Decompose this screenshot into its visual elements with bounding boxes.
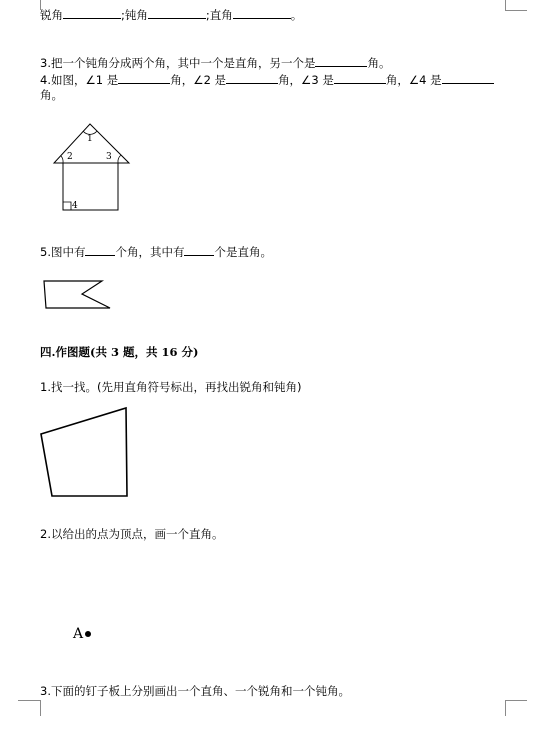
angle-1-blank[interactable] — [118, 71, 170, 84]
angle-3-blank[interactable] — [334, 71, 386, 84]
question-4-line-1: 4.如图，∠1 是 角，∠2 是 角，∠3 是 角，∠4 是 — [40, 71, 494, 88]
problem-3: 3.下面的钉子板上分别画出一个直角、一个锐角和一个钝角。 — [40, 684, 350, 698]
crop-mark-bottom-left-v — [40, 700, 41, 716]
angle-3-label: 3 — [106, 152, 112, 162]
right-blank[interactable] — [233, 6, 291, 19]
q2-tail-line: 锐角 ;钝角 ;直角 。 — [40, 8, 303, 22]
house-figure — [50, 120, 135, 212]
angle-4-label: 4 — [72, 201, 78, 211]
question-4-line-2: 角。 — [40, 88, 63, 102]
section-heading: 四.作图题(共 3 题，共 16 分) — [40, 345, 199, 359]
angle-2-label: 2 — [67, 152, 73, 162]
angle-3-arc — [118, 155, 121, 163]
right-label: 直角 — [209, 8, 233, 22]
obtuse-label: 钝角 — [124, 8, 148, 22]
crop-mark-bottom-right-v — [505, 700, 506, 716]
right-angle-count-blank[interactable] — [184, 243, 214, 256]
angle-2-arc — [61, 156, 63, 163]
question-5: 5.图中有 个角，其中有 个是直角。 — [40, 245, 272, 259]
question-3-blank[interactable] — [315, 54, 367, 67]
point-a — [73, 625, 91, 643]
point-a-dot — [85, 631, 91, 637]
point-a-label: A — [73, 626, 84, 642]
angle-count-blank[interactable] — [85, 243, 115, 256]
angle-2-blank[interactable] — [226, 71, 278, 84]
acute-blank[interactable] — [63, 6, 121, 19]
crop-mark-top-right-h — [505, 10, 527, 11]
flag-shape-figure — [40, 276, 115, 314]
question-3: 3.把一个钝角分成两个角，其中一个是直角，另一个是 角。 — [40, 56, 391, 70]
quadrilateral-figure — [36, 404, 134, 502]
angle-4-blank[interactable] — [442, 71, 494, 84]
acute-label: 锐角 — [40, 8, 63, 22]
obtuse-blank[interactable] — [148, 6, 206, 19]
angle-4-right-mark — [63, 202, 71, 210]
crop-mark-bottom-left-h — [18, 700, 40, 701]
crop-mark-bottom-right-h — [505, 700, 527, 701]
question-4-prefix: 4.如图，∠1 是 — [40, 73, 119, 87]
question-3-text: 3.把一个钝角分成两个角，其中一个是直角，另一个是 — [40, 56, 316, 70]
question-5-prefix: 5.图中有 — [40, 245, 86, 259]
angle-1-label: 1 — [87, 134, 93, 144]
crop-mark-top-right-v — [505, 0, 506, 10]
problem-2: 2.以给出的点为顶点，画一个直角。 — [40, 527, 224, 541]
problem-1: 1.找一找。(先用直角符号标出，再找出锐角和钝角) — [40, 380, 302, 394]
